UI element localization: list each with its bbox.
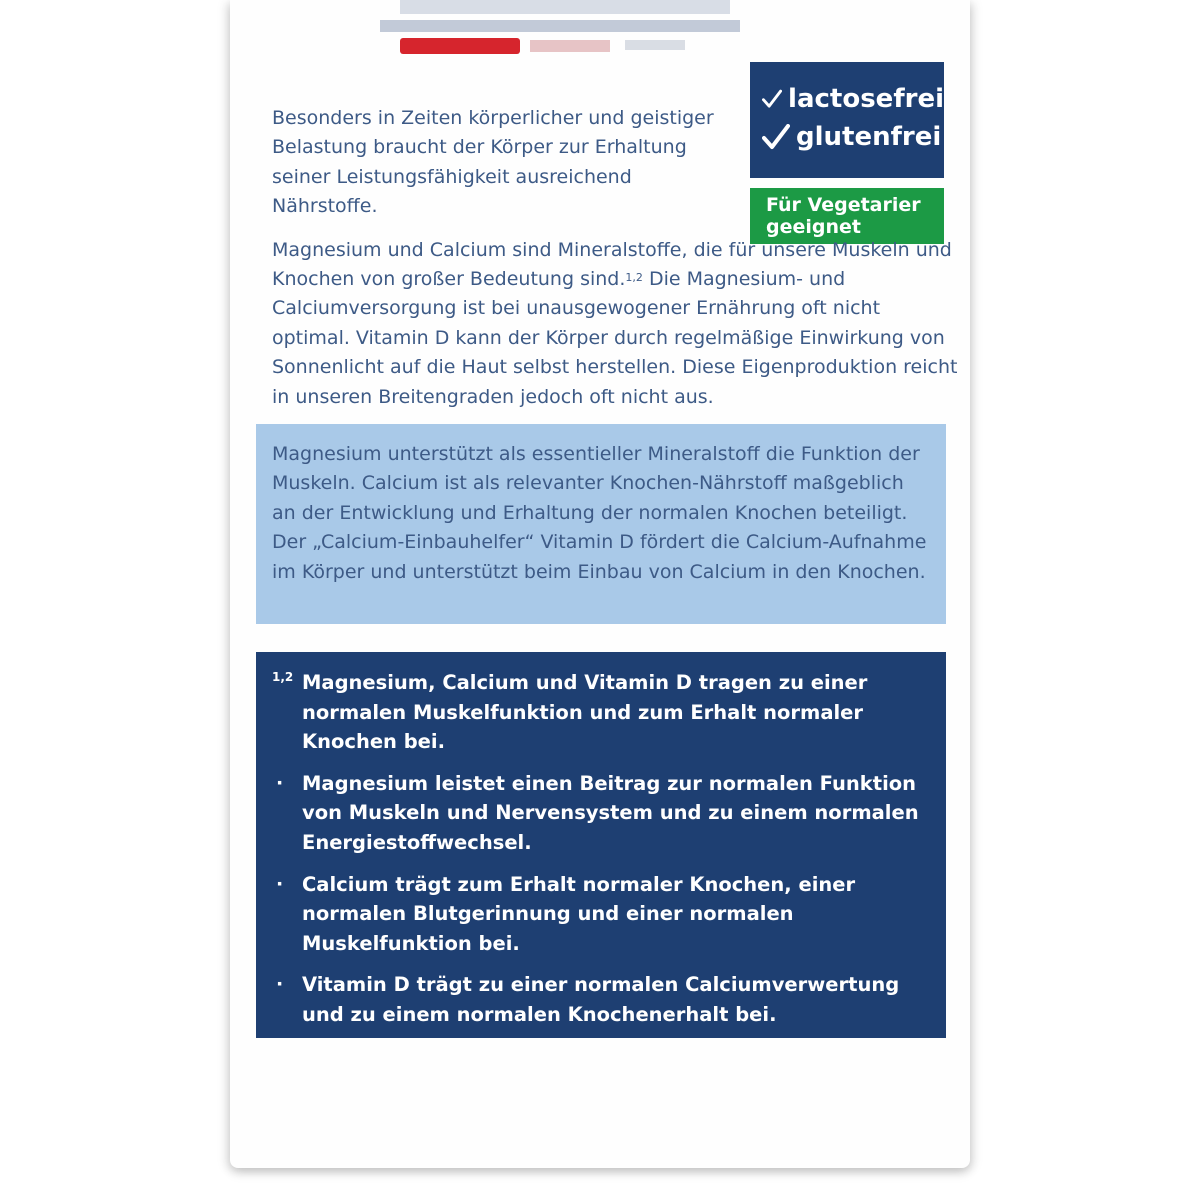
claim-text: Magnesium leistet einen Beitrag zur normalen Funktion von Muskeln und Nervensystem und zu einem normalen Energiestoffwechsel. bbox=[302, 771, 919, 854]
gluten-free-label: glutenfrei bbox=[796, 122, 942, 152]
vegetarian-badge: Für Vegetarier geeignet bbox=[750, 188, 944, 244]
claim-text: Calcium trägt zum Erhalt normaler Knochen, einer normalen Blutgerinnung und einer normalen Muskelfunktion bei. bbox=[302, 872, 856, 955]
claim-item bbox=[272, 870, 934, 959]
claims-lead bbox=[272, 668, 934, 757]
bullet-dot: · bbox=[276, 872, 284, 895]
bullet-dot: · bbox=[276, 973, 284, 996]
claim-item bbox=[272, 769, 934, 858]
box-top-print bbox=[230, 0, 970, 60]
lactose-free-label: lactosefrei bbox=[788, 84, 944, 114]
intro-text bbox=[272, 104, 962, 426]
footnote-marker: 1,2 bbox=[625, 271, 643, 285]
bullet-dot: · bbox=[276, 771, 284, 794]
health-claims-box bbox=[256, 652, 946, 1038]
claim-item bbox=[272, 970, 934, 1029]
intro-paragraph-1: Besonders in Zeiten körperlicher und geistiger Belastung braucht der Körper zur Erhaltung seiner Leistungsfähigkeit ausreichend Nährstoffe. bbox=[272, 107, 714, 218]
claims-lead-text: Magnesium, Calcium und Vitamin D tragen zu einer normalen Muskelfunktion und zum Erhalt normaler Knochen bei. bbox=[302, 671, 868, 754]
intro-paragraph-2 bbox=[272, 236, 962, 412]
info-box: Magnesium unterstützt als essentieller Mineralstoff die Funktion der Muskeln. Calcium ist als relevanter Knochen-Nährstoff maßgeblich an der Entwicklung und Erhaltung der normalen Knochen beteiligt. Der „Calcium-Einbauhelfer“ Vitamin D fördert die Calcium-Aufnahme im Körper und unterstützt beim Einbau von Calcium in den Knochen. bbox=[256, 424, 946, 624]
intro-paragraph-2-rest: Die Magnesium- und Calciumversorgung ist bei unausgewogener Ernährung oft nicht optimal. Vitamin D kann der Körper durch regelmäßige Einwirkung von Sonnenlicht auf die Haut selbst herstellen. Diese Eigenproduktion reicht in unseren Breitengraden jedoch oft nicht aus. bbox=[272, 268, 958, 408]
footnote-marker: 1,2 bbox=[272, 670, 294, 684]
intro-paragraph-2-start: Magnesium und Calcium sind Mineralstoffe, die für unsere Muskeln und Knochen von großer Bedeutung sind. bbox=[272, 238, 952, 291]
claim-text: Vitamin D trägt zu einer normalen Calciumverwertung und zu einem normalen Knochenerhalt bei. bbox=[302, 973, 900, 1026]
brand-print-fragment bbox=[230, 0, 970, 60]
